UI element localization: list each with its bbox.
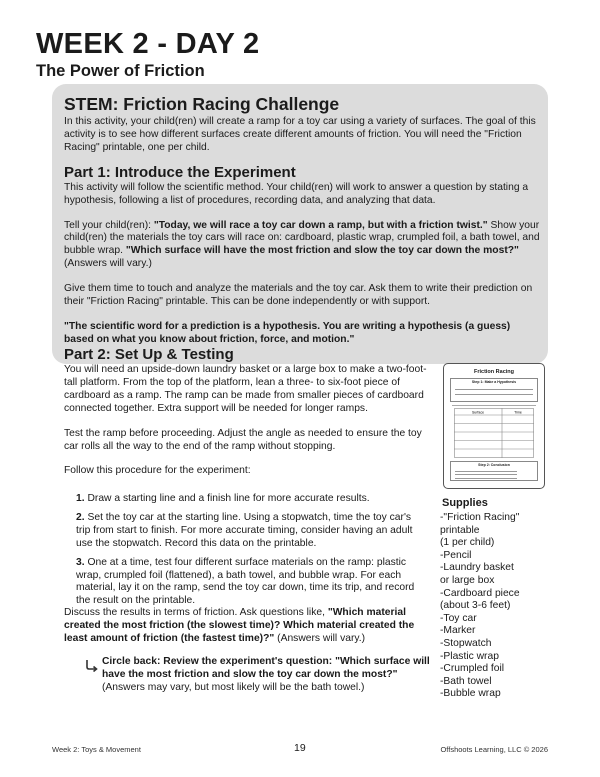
part2-p3: Follow this procedure for the experiment: <box>64 465 251 477</box>
supply-item: -Crumpled foil <box>440 663 505 675</box>
stem-intro: In this activity, your child(ren) will create a ramp for a toy car using a variety of surfaces. The goal of this activity is to see how different surfaces create different amounts of friction. You will need the "Friction Racing" printable, one per child. <box>64 116 536 153</box>
supply-item: -Marker <box>440 625 476 637</box>
supply-item: -"Friction Racing" <box>440 512 520 523</box>
part1-heading: Part 1: Introduce the Experiment <box>64 163 296 181</box>
step-number: 1. <box>76 493 85 504</box>
printable-section-1: Step 1: Make a Hypothesis <box>471 380 517 384</box>
printable-hypothesis-box <box>450 378 538 402</box>
supplies-list <box>440 512 548 701</box>
page-subtitle: The Power of Friction <box>36 62 205 80</box>
printable-title: Friction Racing <box>473 369 515 375</box>
part1-p2 <box>64 220 540 272</box>
part2-p2: Test the ramp before proceeding. Adjust the angle as needed to ensure the toy car rolls all the way to the end of the ramp without stopping. <box>64 427 422 452</box>
part2-section <box>64 346 434 478</box>
supply-item: -Toy car <box>440 612 477 624</box>
part1-p1: This activity will follow the scientific method. Your child(ren) will work to answer a question by stating a hypothesis, following a list of procedures, recording data, and analyzing that data. <box>64 181 529 206</box>
step-text: Set the toy car at the starting line. Using a stopwatch, time the toy car's trip from start to finish. For more accurate timing, consider having an adult use the stopwatch. Record this data on the printable. <box>76 511 413 549</box>
p2-quote-2: "Which surface will have the most friction and slow the toy car down the most?" <box>125 245 519 257</box>
list-item <box>76 557 426 609</box>
friction-racing-printable-thumbnail <box>443 363 545 489</box>
step-text: Draw a starting line and a finish line for more accurate results. <box>87 493 370 504</box>
supplies-title: Supplies <box>442 497 488 509</box>
p2-text-a: Tell your child(ren): <box>64 219 154 231</box>
circle-back-arrow-icon <box>84 658 98 672</box>
printable-conclusion-box <box>450 461 538 481</box>
footer-left: Week 2: Toys & Movement <box>52 745 141 754</box>
supply-item: -Bath towel <box>440 675 492 687</box>
circle-back-answer: (Answers may vary, but most likely will be the bath towel.) <box>102 681 365 693</box>
procedure-list <box>76 493 426 614</box>
supply-item: or large box <box>440 574 495 586</box>
printable-col-time: Time <box>514 409 522 414</box>
list-item <box>76 493 426 506</box>
supply-item: (about 3-6 feet) <box>440 600 511 612</box>
discuss-text-c: (Answers will vary.) <box>274 632 366 644</box>
page-number: 19 <box>294 742 306 754</box>
list-item <box>76 512 426 551</box>
stem-heading: STEM: Friction Racing Challenge <box>64 94 340 114</box>
printable-col-surface: Surface <box>471 409 485 414</box>
circle-back-note <box>102 656 432 695</box>
discuss-text-a: Discuss the results in terms of friction. Ask questions like, <box>64 607 328 618</box>
printable-section-2: Step 2: Conclusion <box>478 462 510 467</box>
part1-p3: Give them time to touch and analyze the materials and the toy car. Ask them to write their prediction on their "Friction Racing" printable. This can be done independently or with support. <box>64 283 533 308</box>
supply-item: -Laundry basket <box>440 562 514 574</box>
printable-data-table <box>454 408 534 458</box>
page-title: WEEK 2 - DAY 2 <box>36 28 260 60</box>
circle-back-label: Circle back: <box>102 656 161 667</box>
step-number: 3. <box>76 556 85 568</box>
supply-item: -Cardboard piece <box>440 587 520 599</box>
supply-item: -Bubble wrap <box>440 688 501 700</box>
discussion-paragraph <box>64 607 434 646</box>
p2-quote-1: "Today, we will race a toy car down a ramp, but with a friction twist." <box>153 219 488 231</box>
supply-item: (1 per child) <box>440 537 495 549</box>
part1-p4: "The scientific word for a prediction is a hypothesis. You are writing a hypothesis (a guess) based on what you know about friction, force, and motion." <box>64 320 511 345</box>
circle-back-question: Review the experiment's question: "Which surface will have the most friction and slow the toy car down the most?" <box>102 656 430 680</box>
supply-item: -Stopwatch <box>440 637 492 649</box>
p2-text-c: Show your child(ren) the materials the toy cars will race on: cardboard, plastic wrap, crumpled foil, a bath towel, and bubble wrap. <box>64 219 540 257</box>
supply-item: printable <box>440 524 480 536</box>
p2-text-e: (Answers will vary.) <box>64 258 152 270</box>
part2-p1: You will need an upside-down laundry basket or a large box to make a two-foot-tall platform. From the top of the platform, lean a three- to six-foot piece of cardboard as a ramp. The ramp can be made from smaller pieces of cardboard connected together. Extra support will be needed for longer ramps. <box>64 364 427 414</box>
step-text: One at a time, test four different surface materials on the ramp: plastic wrap, crumpled foil (flattened), a bath towel, and bubble wrap. For each material, lay it on the ramp, send the toy car down, time its trip, and record the result on the printable. <box>76 556 415 607</box>
stem-section <box>64 94 540 347</box>
part2-heading: Part 2: Set Up & Testing <box>64 346 234 363</box>
discuss-quote: "Which material created the most friction (the slowest time)? Which material created the least amount of friction (the fastest time)?" <box>64 607 415 644</box>
footer-right: Offshoots Learning, LLC © 2026 <box>440 745 548 754</box>
step-number: 2. <box>76 511 85 523</box>
supply-item: -Plastic wrap <box>440 650 499 662</box>
supply-item: -Pencil <box>440 549 472 561</box>
